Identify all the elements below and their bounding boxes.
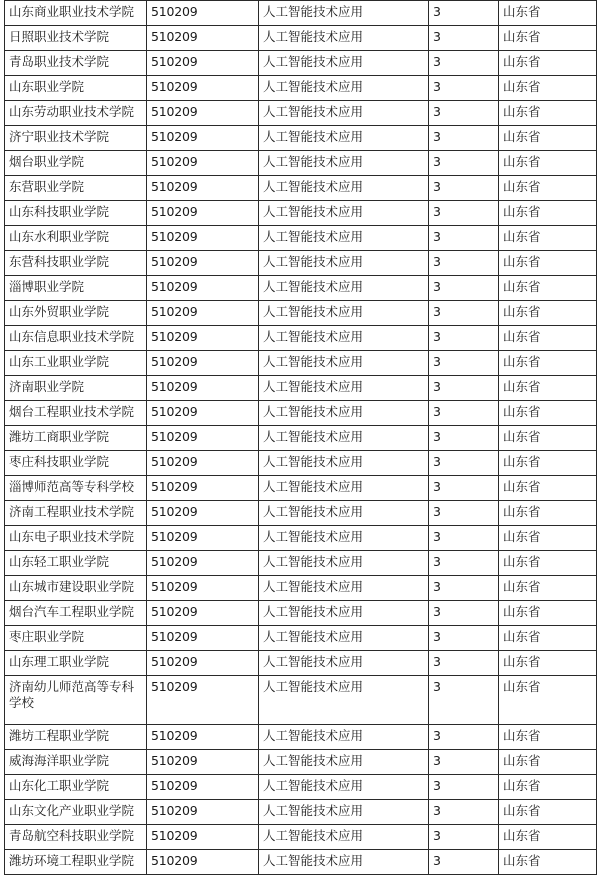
cell-major: 人工智能技术应用 [259, 101, 429, 126]
cell-school: 东营职业学院 [5, 176, 147, 201]
cell-code: 510209 [147, 775, 259, 800]
cell-years: 3 [429, 151, 499, 176]
cell-province: 山东省 [499, 326, 597, 351]
cell-province: 山东省 [499, 551, 597, 576]
cell-years: 3 [429, 1, 499, 26]
table-row [5, 126, 597, 151]
cell-code: 510209 [147, 626, 259, 651]
cell-years: 3 [429, 176, 499, 201]
cell-years: 3 [429, 276, 499, 301]
table-row [5, 76, 597, 101]
cell-years: 3 [429, 376, 499, 401]
cell-code: 510209 [147, 476, 259, 501]
table-row [5, 551, 597, 576]
cell-school: 山东商业职业技术学院 [5, 1, 147, 26]
cell-code: 510209 [147, 601, 259, 626]
table-row [5, 651, 597, 676]
cell-years: 3 [429, 526, 499, 551]
cell-code: 510209 [147, 800, 259, 825]
cell-years: 3 [429, 426, 499, 451]
cell-code: 510209 [147, 825, 259, 850]
cell-school: 青岛职业技术学院 [5, 51, 147, 76]
cell-code: 510209 [147, 351, 259, 376]
table-row [5, 326, 597, 351]
cell-code: 510209 [147, 301, 259, 326]
table-row [5, 1, 597, 26]
cell-major: 人工智能技术应用 [259, 276, 429, 301]
cell-years: 3 [429, 76, 499, 101]
table-row [5, 276, 597, 301]
cell-code: 510209 [147, 226, 259, 251]
cell-code: 510209 [147, 725, 259, 750]
cell-major: 人工智能技术应用 [259, 26, 429, 51]
cell-school: 山东职业学院 [5, 76, 147, 101]
cell-province: 山东省 [499, 501, 597, 526]
cell-major: 人工智能技术应用 [259, 576, 429, 601]
cell-school: 济宁职业技术学院 [5, 126, 147, 151]
table-row [5, 51, 597, 76]
cell-major: 人工智能技术应用 [259, 601, 429, 626]
cell-school: 青岛航空科技职业学院 [5, 825, 147, 850]
table-row [5, 501, 597, 526]
cell-major: 人工智能技术应用 [259, 126, 429, 151]
cell-province: 山东省 [499, 576, 597, 601]
cell-province: 山东省 [499, 476, 597, 501]
cell-province: 山东省 [499, 750, 597, 775]
cell-province: 山东省 [499, 850, 597, 875]
cell-code: 510209 [147, 1, 259, 26]
cell-major: 人工智能技术应用 [259, 501, 429, 526]
cell-school: 山东轻工职业学院 [5, 551, 147, 576]
cell-major: 人工智能技术应用 [259, 626, 429, 651]
cell-code: 510209 [147, 676, 259, 725]
cell-code: 510209 [147, 151, 259, 176]
cell-years: 3 [429, 476, 499, 501]
cell-code: 510209 [147, 401, 259, 426]
table-row [5, 176, 597, 201]
table-row [5, 775, 597, 800]
cell-school: 山东外贸职业学院 [5, 301, 147, 326]
cell-code: 510209 [147, 101, 259, 126]
cell-code: 510209 [147, 451, 259, 476]
cell-code: 510209 [147, 426, 259, 451]
cell-years: 3 [429, 551, 499, 576]
cell-school: 东营科技职业学院 [5, 251, 147, 276]
cell-major: 人工智能技术应用 [259, 1, 429, 26]
cell-school: 烟台汽车工程职业学院 [5, 601, 147, 626]
cell-major: 人工智能技术应用 [259, 76, 429, 101]
cell-code: 510209 [147, 76, 259, 101]
cell-years: 3 [429, 101, 499, 126]
cell-major: 人工智能技术应用 [259, 526, 429, 551]
cell-code: 510209 [147, 126, 259, 151]
cell-province: 山东省 [499, 151, 597, 176]
cell-province: 山东省 [499, 676, 597, 725]
cell-province: 山东省 [499, 351, 597, 376]
cell-province: 山东省 [499, 426, 597, 451]
cell-years: 3 [429, 576, 499, 601]
cell-school: 山东电子职业技术学院 [5, 526, 147, 551]
cell-major: 人工智能技术应用 [259, 676, 429, 725]
cell-code: 510209 [147, 26, 259, 51]
cell-province: 山东省 [499, 76, 597, 101]
cell-years: 3 [429, 26, 499, 51]
cell-major: 人工智能技术应用 [259, 850, 429, 875]
cell-major: 人工智能技术应用 [259, 201, 429, 226]
cell-code: 510209 [147, 176, 259, 201]
cell-years: 3 [429, 626, 499, 651]
cell-school: 山东科技职业学院 [5, 201, 147, 226]
table-row [5, 476, 597, 501]
table-body [5, 1, 597, 875]
cell-school: 淄博师范高等专科学校 [5, 476, 147, 501]
table-row [5, 376, 597, 401]
cell-code: 510209 [147, 551, 259, 576]
table-row [5, 226, 597, 251]
cell-school: 烟台工程职业技术学院 [5, 401, 147, 426]
cell-major: 人工智能技术应用 [259, 825, 429, 850]
table-row [5, 401, 597, 426]
cell-years: 3 [429, 651, 499, 676]
cell-years: 3 [429, 51, 499, 76]
cell-province: 山东省 [499, 126, 597, 151]
cell-major: 人工智能技术应用 [259, 451, 429, 476]
table-row [5, 825, 597, 850]
cell-school: 潍坊工程职业学院 [5, 725, 147, 750]
cell-major: 人工智能技术应用 [259, 551, 429, 576]
cell-major: 人工智能技术应用 [259, 750, 429, 775]
cell-province: 山东省 [499, 301, 597, 326]
cell-province: 山东省 [499, 775, 597, 800]
cell-school: 山东理工职业学院 [5, 651, 147, 676]
cell-major: 人工智能技术应用 [259, 351, 429, 376]
cell-years: 3 [429, 676, 499, 725]
table-row [5, 601, 597, 626]
cell-province: 山东省 [499, 226, 597, 251]
table-row [5, 101, 597, 126]
cell-province: 山东省 [499, 526, 597, 551]
table-row [5, 201, 597, 226]
cell-years: 3 [429, 451, 499, 476]
cell-years: 3 [429, 351, 499, 376]
cell-province: 山东省 [499, 626, 597, 651]
cell-province: 山东省 [499, 26, 597, 51]
cell-province: 山东省 [499, 201, 597, 226]
table-row [5, 26, 597, 51]
cell-years: 3 [429, 126, 499, 151]
cell-years: 3 [429, 326, 499, 351]
table-row [5, 251, 597, 276]
cell-years: 3 [429, 850, 499, 875]
cell-years: 3 [429, 301, 499, 326]
cell-years: 3 [429, 251, 499, 276]
cell-years: 3 [429, 501, 499, 526]
cell-province: 山东省 [499, 725, 597, 750]
table-row [5, 301, 597, 326]
cell-code: 510209 [147, 326, 259, 351]
cell-province: 山东省 [499, 800, 597, 825]
cell-province: 山东省 [499, 101, 597, 126]
cell-school: 烟台职业学院 [5, 151, 147, 176]
cell-school: 潍坊环境工程职业学院 [5, 850, 147, 875]
cell-years: 3 [429, 201, 499, 226]
cell-years: 3 [429, 601, 499, 626]
cell-major: 人工智能技术应用 [259, 251, 429, 276]
cell-major: 人工智能技术应用 [259, 426, 429, 451]
cell-school: 威海海洋职业学院 [5, 750, 147, 775]
table-row [5, 626, 597, 651]
cell-years: 3 [429, 725, 499, 750]
cell-school: 山东文化产业职业学院 [5, 800, 147, 825]
cell-code: 510209 [147, 276, 259, 301]
cell-school: 山东信息职业技术学院 [5, 326, 147, 351]
table-row [5, 800, 597, 825]
cell-code: 510209 [147, 651, 259, 676]
cell-code: 510209 [147, 51, 259, 76]
cell-school: 济南工程职业技术学院 [5, 501, 147, 526]
schools-table [4, 0, 597, 875]
cell-province: 山东省 [499, 451, 597, 476]
cell-school: 潍坊工商职业学院 [5, 426, 147, 451]
cell-province: 山东省 [499, 176, 597, 201]
cell-province: 山东省 [499, 401, 597, 426]
table-row [5, 750, 597, 775]
cell-years: 3 [429, 800, 499, 825]
cell-code: 510209 [147, 201, 259, 226]
cell-major: 人工智能技术应用 [259, 800, 429, 825]
cell-major: 人工智能技术应用 [259, 51, 429, 76]
cell-years: 3 [429, 750, 499, 775]
cell-code: 510209 [147, 376, 259, 401]
cell-code: 510209 [147, 576, 259, 601]
cell-school: 山东工业职业学院 [5, 351, 147, 376]
cell-province: 山东省 [499, 276, 597, 301]
table-row [5, 850, 597, 875]
cell-school: 山东化工职业学院 [5, 775, 147, 800]
cell-years: 3 [429, 825, 499, 850]
cell-school: 日照职业技术学院 [5, 26, 147, 51]
cell-major: 人工智能技术应用 [259, 301, 429, 326]
table-row [5, 351, 597, 376]
cell-years: 3 [429, 401, 499, 426]
table-row [5, 151, 597, 176]
cell-major: 人工智能技术应用 [259, 226, 429, 251]
cell-school: 济南幼儿师范高等专科学校 [5, 676, 147, 725]
cell-school: 山东城市建设职业学院 [5, 576, 147, 601]
table-row [5, 676, 597, 725]
cell-code: 510209 [147, 251, 259, 276]
cell-province: 山东省 [499, 601, 597, 626]
cell-code: 510209 [147, 850, 259, 875]
cell-major: 人工智能技术应用 [259, 725, 429, 750]
cell-code: 510209 [147, 501, 259, 526]
cell-years: 3 [429, 226, 499, 251]
cell-province: 山东省 [499, 1, 597, 26]
cell-school: 山东水利职业学院 [5, 226, 147, 251]
cell-province: 山东省 [499, 251, 597, 276]
cell-major: 人工智能技术应用 [259, 151, 429, 176]
cell-major: 人工智能技术应用 [259, 651, 429, 676]
table-row [5, 451, 597, 476]
table-row [5, 576, 597, 601]
cell-school: 枣庄职业学院 [5, 626, 147, 651]
cell-school: 山东劳动职业技术学院 [5, 101, 147, 126]
cell-province: 山东省 [499, 51, 597, 76]
cell-years: 3 [429, 775, 499, 800]
cell-school: 枣庄科技职业学院 [5, 451, 147, 476]
cell-major: 人工智能技术应用 [259, 176, 429, 201]
cell-major: 人工智能技术应用 [259, 775, 429, 800]
cell-major: 人工智能技术应用 [259, 326, 429, 351]
cell-province: 山东省 [499, 651, 597, 676]
cell-code: 510209 [147, 750, 259, 775]
cell-major: 人工智能技术应用 [259, 401, 429, 426]
cell-school: 淄博职业学院 [5, 276, 147, 301]
cell-major: 人工智能技术应用 [259, 476, 429, 501]
cell-major: 人工智能技术应用 [259, 376, 429, 401]
table-row [5, 526, 597, 551]
table-row [5, 725, 597, 750]
table-row [5, 426, 597, 451]
cell-code: 510209 [147, 526, 259, 551]
cell-province: 山东省 [499, 825, 597, 850]
cell-province: 山东省 [499, 376, 597, 401]
cell-school: 济南职业学院 [5, 376, 147, 401]
